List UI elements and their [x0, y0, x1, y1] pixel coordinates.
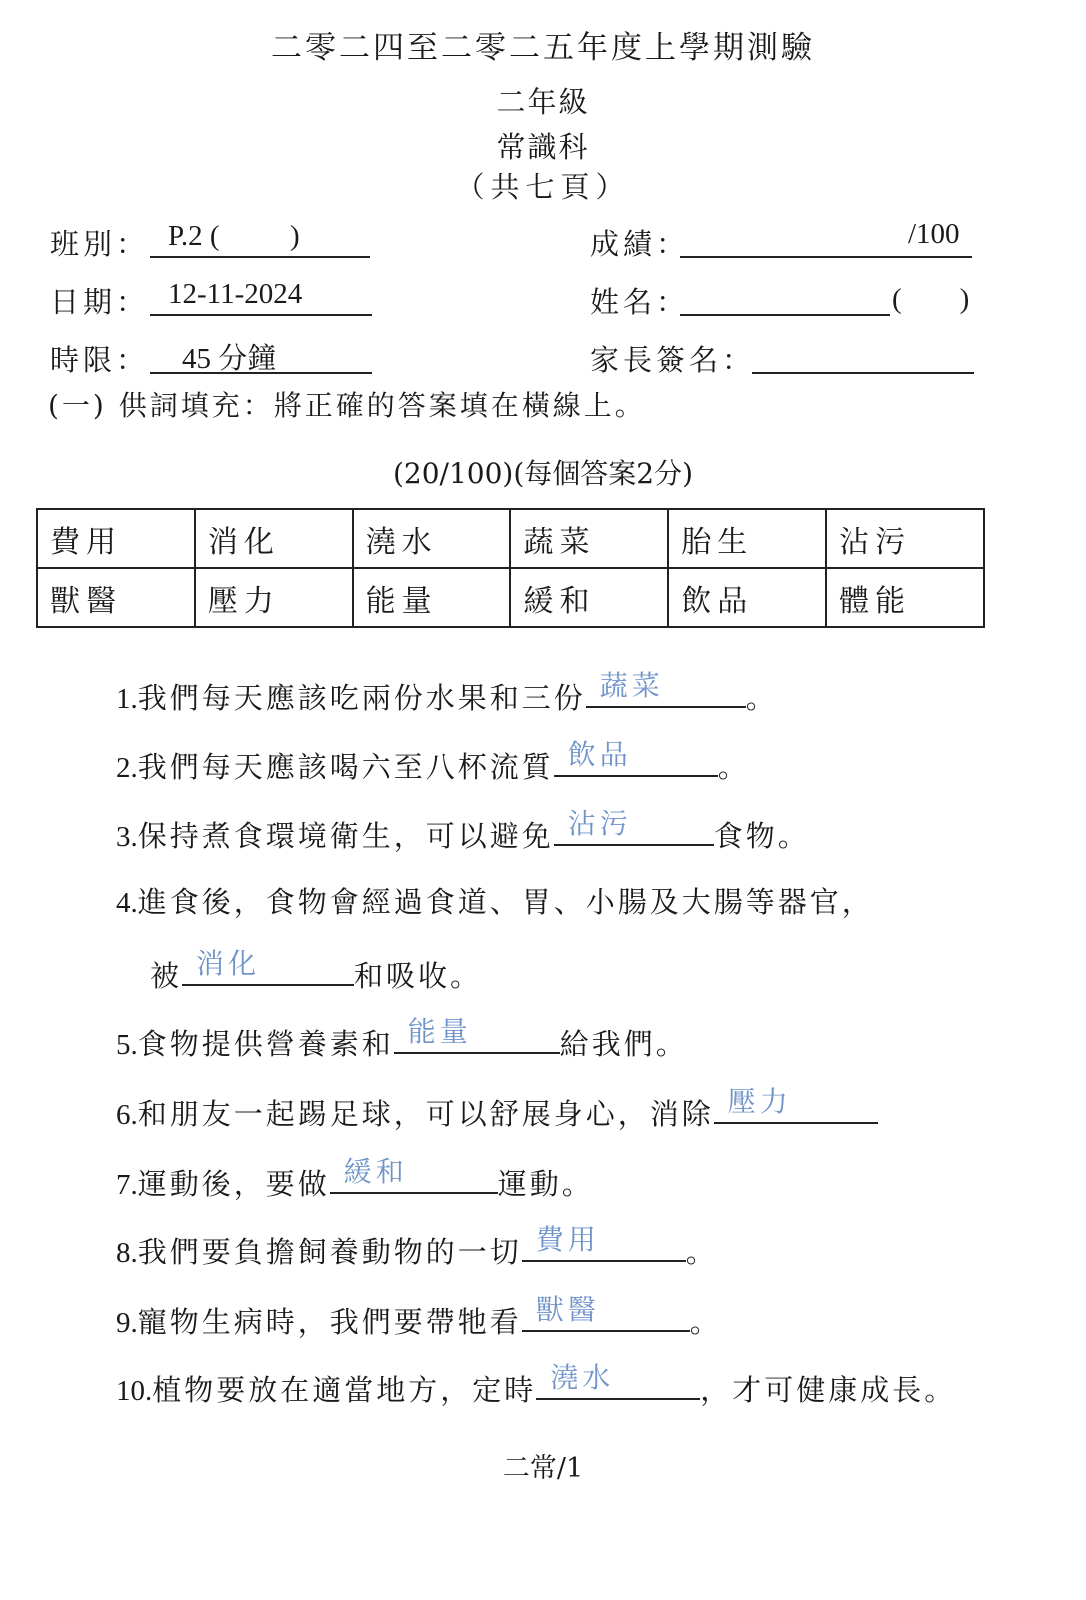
- question-text: 食物提供營養素和: [137, 1027, 394, 1061]
- section-instruction: (一) 供詞填充：將正確的答案填在橫線上。: [48, 389, 646, 422]
- score-label: 成績：: [590, 227, 690, 261]
- word-bank-cell: 胎生: [668, 509, 826, 568]
- word-bank-cell: 沾污: [826, 509, 984, 568]
- question-suffix: 給我們。: [559, 1027, 688, 1061]
- question-suffix: 。: [745, 681, 778, 715]
- name-label: 姓名：: [590, 285, 690, 319]
- class-number-paren: ( ): [892, 283, 970, 315]
- word-bank-cell: 蔬菜: [510, 509, 668, 568]
- question-text: 運動後，要做: [137, 1167, 330, 1201]
- word-bank-cell: 消化: [195, 509, 353, 568]
- question-suffix: 。: [689, 1305, 722, 1339]
- answer-blank[interactable]: [522, 1223, 686, 1262]
- page-footer: 二常/1: [502, 1453, 584, 1484]
- word-bank-cell: 飲品: [668, 568, 826, 627]
- date-label: 日期：: [50, 285, 150, 319]
- question-8: [116, 1223, 718, 1271]
- question-suffix: 。: [685, 1235, 718, 1269]
- question-number: 2.: [116, 752, 138, 784]
- handwritten-answer: 蔬菜: [599, 669, 664, 702]
- question-7: [116, 1155, 594, 1203]
- question-text: 我們要負擔飼養動物的一切: [137, 1235, 522, 1269]
- name-field[interactable]: [680, 280, 890, 316]
- question-text: 我們每天應該喝六至八杯流質: [137, 750, 554, 784]
- question-text: 被: [150, 959, 183, 993]
- answer-blank[interactable]: [536, 1361, 700, 1400]
- question-2: [116, 738, 750, 786]
- question-number: 3.: [116, 821, 138, 853]
- question-text: 寵物生病時，我們要帶牠看: [137, 1305, 522, 1339]
- class-close-paren: ): [290, 220, 300, 252]
- answer-blank[interactable]: [394, 1015, 560, 1054]
- word-bank-cell: 壓力: [195, 568, 353, 627]
- answer-blank[interactable]: [586, 669, 746, 708]
- handwritten-answer: 飲品: [567, 738, 632, 771]
- question-number: 8.: [116, 1237, 138, 1269]
- time-limit-value: 45 分鐘: [182, 343, 277, 375]
- question-text: 我們每天應該吃兩份水果和三份: [137, 681, 586, 715]
- question-4: [116, 880, 874, 921]
- question-text: 植物要放在適當地方，定時: [152, 1373, 537, 1407]
- question-number: 1.: [116, 683, 138, 715]
- question-number: 9.: [116, 1307, 138, 1339]
- handwritten-answer: 能量: [407, 1015, 472, 1048]
- class-label: 班別：: [50, 227, 150, 261]
- grade-heading: 二年級: [496, 85, 590, 119]
- answer-blank[interactable]: [330, 1155, 498, 1194]
- handwritten-answer: 緩和: [343, 1155, 408, 1188]
- question-number: 5.: [116, 1029, 138, 1061]
- subject-heading: 常識科: [496, 130, 590, 164]
- handwritten-answer: 費用: [535, 1223, 600, 1256]
- question-suffix: ，才可健康成長。: [700, 1373, 957, 1407]
- question-6: [116, 1085, 878, 1133]
- question-4-continued: [150, 947, 483, 995]
- handwritten-answer: 壓力: [727, 1085, 792, 1118]
- word-bank-cell: 費用: [37, 509, 195, 568]
- handwritten-answer: 消化: [196, 947, 261, 980]
- answer-blank[interactable]: [182, 947, 354, 986]
- word-bank-cell: 澆水: [353, 509, 511, 568]
- parent-signature-field[interactable]: [752, 338, 974, 374]
- handwritten-answer: 沾污: [567, 807, 632, 840]
- question-suffix: 食物。: [713, 819, 810, 853]
- handwritten-answer: 獸醫: [535, 1293, 600, 1326]
- word-bank-cell: 能量: [353, 568, 511, 627]
- word-bank-cell: 體能: [826, 568, 984, 627]
- word-bank-table: [36, 508, 985, 628]
- question-1: [116, 669, 778, 717]
- question-text: 保持煮食環境衛生，可以避免: [137, 819, 554, 853]
- question-number: 7.: [116, 1169, 138, 1201]
- score-total: /100: [908, 218, 960, 250]
- page-count: （共七頁）: [455, 170, 631, 204]
- question-3: [116, 807, 810, 855]
- question-number: 4.: [116, 887, 138, 919]
- exam-title: 二零二四至二零二五年度上學期測驗: [271, 30, 815, 66]
- question-text: 和朋友一起踢足球，可以舒展身心，消除: [137, 1097, 714, 1131]
- question-10: [116, 1361, 957, 1409]
- question-number: 6.: [116, 1099, 138, 1131]
- date-value: 12-11-2024: [168, 278, 303, 310]
- time-limit-label: 時限：: [50, 343, 150, 377]
- word-bank-cell: 緩和: [510, 568, 668, 627]
- section-marks: (20/100)(每個答案2分): [392, 457, 694, 490]
- question-suffix: 。: [717, 750, 750, 784]
- question-5: [116, 1015, 688, 1063]
- question-suffix: 運動。: [497, 1167, 594, 1201]
- handwritten-answer: 澆水: [550, 1361, 615, 1394]
- word-bank-row: [37, 509, 984, 568]
- question-number: 10.: [116, 1375, 153, 1407]
- question-suffix: 和吸收。: [354, 959, 483, 993]
- word-bank-row: [37, 568, 984, 627]
- question-text: 進食後，食物會經過食道、胃、小腸及大腸等器官，: [137, 885, 874, 919]
- question-9: [116, 1293, 722, 1341]
- answer-blank[interactable]: [554, 738, 718, 777]
- word-bank-cell: 獸醫: [37, 568, 195, 627]
- answer-blank[interactable]: [522, 1293, 690, 1332]
- parent-signature-label: 家長簽名：: [590, 343, 756, 377]
- answer-blank[interactable]: [554, 807, 714, 846]
- answer-blank[interactable]: [714, 1085, 878, 1124]
- class-value: P.2 (: [168, 220, 220, 252]
